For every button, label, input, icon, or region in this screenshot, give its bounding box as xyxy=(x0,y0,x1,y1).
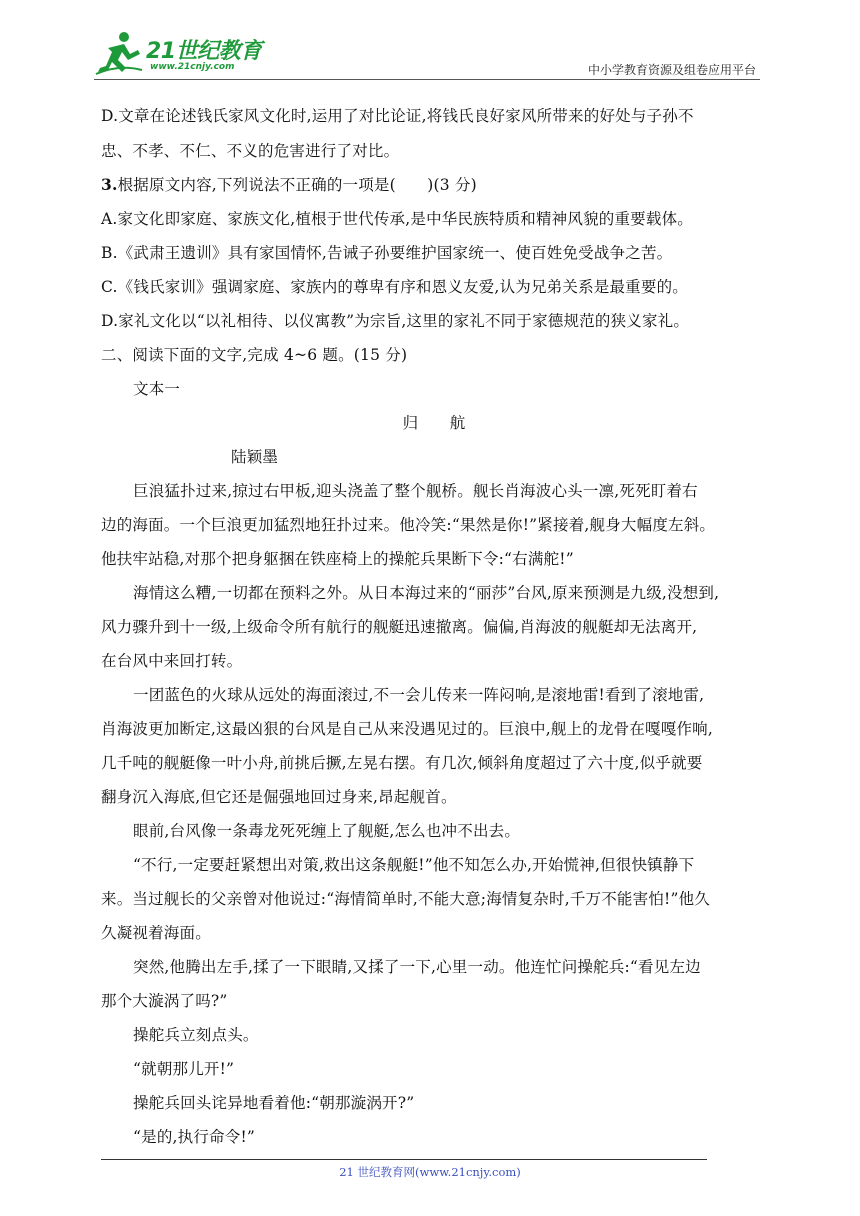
paragraph-line: 那个大漩涡了吗?” xyxy=(101,992,228,1010)
paragraph-line: 肖海波更加断定,这最凶狠的台风是自己从来没遇见过的。巨浪中,舰上的龙骨在嘎嘎作响, xyxy=(101,720,713,738)
text-label: 文本一 xyxy=(133,380,181,398)
question-text: 根据原文内容,下列说法不正确的一项是( )(3 分) xyxy=(117,176,477,194)
article-title: 归 航 xyxy=(402,414,466,432)
site-logo xyxy=(94,30,264,80)
paragraph-line: 海情这么糟,一切都在预料之外。从日本海过来的“丽莎”台风,原来预测是九级,没想到, xyxy=(133,584,720,602)
paragraph-line: 来。当过舰长的父亲曾对他说过:“海情简单时,不能大意;海情复杂时,千万不能害怕!”他久 xyxy=(101,890,710,908)
option-a: A.家文化即家庭、家族文化,植根于世代传承,是中华民族特质和精神风貌的重要载体。 xyxy=(101,210,693,228)
paragraph-line: “是的,执行命令!” xyxy=(133,1128,256,1146)
section-heading: 二、阅读下面的文字,完成 4~6 题。(15 分) xyxy=(101,346,408,364)
paragraph-line: 翻身沉入海底,但它还是倔强地回过身来,昂起舰首。 xyxy=(101,788,457,806)
paragraph-line: 几千吨的舰艇像一叶小舟,前挑后撅,左晃右摆。有几次,倾斜角度超过了六十度,似乎就要 xyxy=(101,754,703,772)
paragraph-line: 风力骤升到十一级,上级命令所有航行的舰艇迅速撤离。偏偏,肖海波的舰艇却无法离开, xyxy=(101,618,698,636)
footer-divider xyxy=(101,1159,707,1160)
question-3 xyxy=(101,175,767,195)
option-b: B.《武肃王遗训》具有家国情怀,告诫子孙要维护国家统一、使百姓免受战争之苦。 xyxy=(101,244,673,262)
paragraph-line: “不行,一定要赶紧想出对策,救出这条舰艇!”他不知怎么办,开始慌神,但很快镇静下 xyxy=(133,856,695,874)
option-d: D.家礼文化以“以礼相待、以仪寓教”为宗旨,这里的家礼不同于家德规范的狭义家礼。 xyxy=(101,312,690,330)
paragraph-line: 突然,他腾出左手,揉了一下眼睛,又揉了一下,心里一动。他连忙问操舵兵:“看见左边 xyxy=(133,958,701,976)
paragraph-line: 他扶牢站稳,对那个把身躯捆在铁座椅上的操舵兵果断下令:“右满舵!” xyxy=(101,550,574,568)
paragraph-line: 操舵兵立刻点头。 xyxy=(133,1026,259,1044)
logo-url: www.21cnjy.com xyxy=(150,62,235,72)
paragraph-line: 巨浪猛扑过来,掠过右甲板,迎头浇盖了整个舰桥。舰长肖海波心头一凛,死死盯着右 xyxy=(133,482,698,500)
question-number: 3. xyxy=(101,175,118,194)
page-header xyxy=(0,0,860,82)
runner-logo-icon xyxy=(94,30,144,76)
paragraph-line: “就朝那儿开!” xyxy=(133,1060,235,1078)
page-footer: 21 世纪教育网(www.21cnjy.com) xyxy=(339,1165,521,1179)
paragraph-line: 眼前,台风像一条毒龙死死缠上了舰艇,怎么也冲不出去。 xyxy=(133,822,521,840)
option-d-line-1: D.文章在论述钱氏家风文化时,运用了对比论证,将钱氏良好家风所带来的好处与子孙不 xyxy=(101,107,694,125)
header-tagline: 中小学教育资源及组卷应用平台 xyxy=(587,63,756,77)
option-d-line-2: 忠、不孝、不仁、不义的危害进行了对比。 xyxy=(101,142,400,160)
article-author: 陆颖墨 xyxy=(231,448,279,466)
logo-text: 21世纪教育 xyxy=(146,39,262,64)
paragraph-line: 在台风中来回打转。 xyxy=(101,652,243,670)
paragraph-line: 操舵兵回头诧异地看着他:“朝那漩涡开?” xyxy=(133,1094,415,1112)
paragraph-line: 边的海面。一个巨浪更加猛烈地狂扑过来。他冷笑:“果然是你!”紧接着,舰身大幅度左斜。 xyxy=(101,516,716,534)
paragraph-line: 一团蓝色的火球从远处的海面滚过,不一会儿传来一阵闷响,是滚地雷!看到了滚地雷, xyxy=(133,686,705,704)
paragraph-line: 久凝视着海面。 xyxy=(101,924,211,942)
option-c: C.《钱氏家训》强调家庭、家族内的尊卑有序和恩义友爱,认为兄弟关系是最重要的。 xyxy=(101,278,688,296)
header-divider xyxy=(94,79,760,80)
